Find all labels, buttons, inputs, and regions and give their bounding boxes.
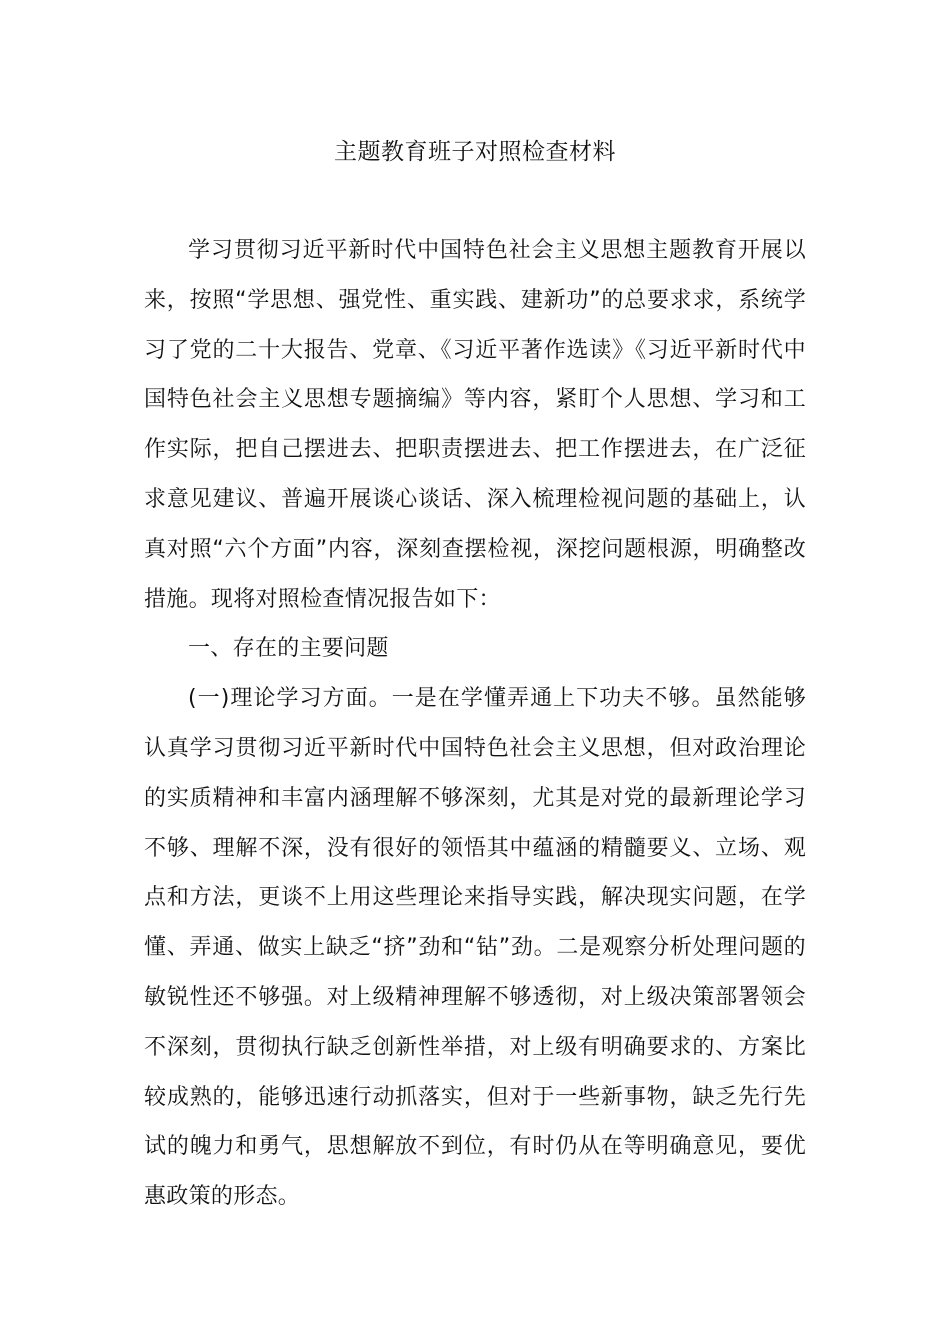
section-heading: 一、存在的主要问题 (188, 636, 389, 662)
document-title: 主题教育班子对照检查材料 (334, 139, 616, 165)
document-body (144, 226, 806, 1222)
intro-paragraph: 学习贯彻习近平新时代中国特色社会主义思想主题教育开展以来，按照“学思想、强党性、重实践、建新功”的总要求求，系统学习了党的二十大报告、党章、《习近平著作选读》《习近平新时代中国特色社会主义思想专题摘编》等内容，紧盯个人思想、学习和工作实际，把自己摆进去、把职责摆进去、把工作摆进去，在广泛征求意见建议、普遍开展谈心谈话、深入梳理检视问题的基础上，认真对照“六个方面”内容，深刻查摆检视，深挖问题根源，明确整改措施。现将对照检查情况报告如下： (144, 238, 806, 612)
theory-study-paragraph: (一)理论学习方面。一是在学懂弄通上下功夫不够。虽然能够认真学习贯彻习近平新时代中国特色社会主义思想，但对政治理论的实质精神和丰富内涵理解不够深刻，尤其是对党的最新理论学习不够、理解不深，没有很好的领悟其中蕴涵的精髓要义、立场、观点和方法，更谈不上用这些理论来指导实践，解决现实问题，在学懂、弄通、做实上缺乏“挤”劲和“钻”劲。二是观察分析处理问题的敏锐性还不够强。对上级精神理解不够透彻，对上级决策部署领会不深刻，贯彻执行缺乏创新性举措，对上级有明确要求的、方案比较成熟的，能够迅速行动抓落实，但对于一些新事物，缺乏先行先试的魄力和勇气，思想解放不到位，有时仍从在等明确意见，要优惠政策的形态。 (144, 686, 806, 1210)
